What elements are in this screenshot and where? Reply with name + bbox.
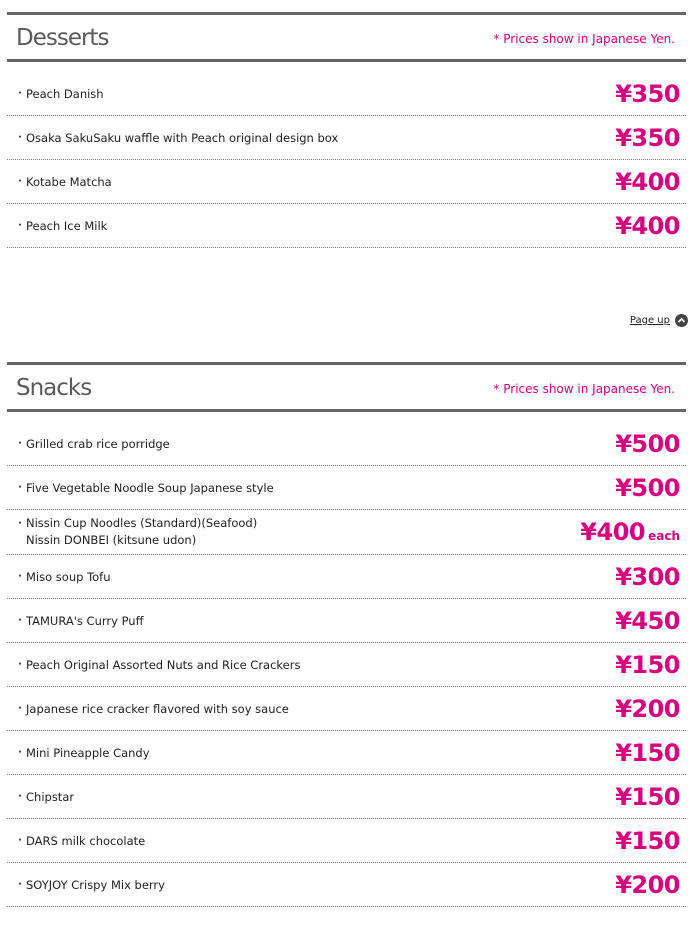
item-name: Grilled crab rice porridge bbox=[26, 437, 170, 451]
chevron-up-circle-icon bbox=[675, 314, 688, 327]
price-currency-note: * Prices show in Japanese Yen. bbox=[493, 382, 675, 396]
list-item bbox=[7, 731, 686, 775]
bullet-icon: ・ bbox=[14, 436, 27, 450]
item-name: Osaka SakuSaku waffle with Peach original design box bbox=[26, 131, 339, 145]
bullet-icon: ・ bbox=[14, 218, 27, 232]
item-price: ¥350 bbox=[615, 124, 680, 152]
snacks-section bbox=[7, 362, 686, 907]
list-item bbox=[7, 160, 686, 204]
item-price: ¥500 bbox=[615, 430, 680, 458]
item-price: ¥350 bbox=[615, 80, 680, 108]
item-price-group bbox=[580, 517, 680, 551]
page-up-label: Page up bbox=[629, 315, 670, 326]
bullet-icon: ・ bbox=[14, 480, 27, 494]
item-name: DARS milk chocolate bbox=[26, 834, 146, 848]
item-name: Five Vegetable Noodle Soup Japanese style bbox=[26, 481, 274, 495]
item-price: ¥300 bbox=[615, 563, 680, 591]
item-price: ¥150 bbox=[615, 827, 680, 855]
item-price: ¥200 bbox=[615, 871, 680, 899]
bullet-icon: ・ bbox=[14, 701, 27, 715]
item-name: Miso soup Tofu bbox=[26, 570, 111, 584]
snacks-header bbox=[7, 362, 686, 412]
bullet-icon: ・ bbox=[14, 86, 27, 100]
snacks-list bbox=[7, 422, 686, 907]
list-item bbox=[7, 599, 686, 643]
list-item bbox=[7, 466, 686, 510]
item-price: ¥450 bbox=[615, 607, 680, 635]
item-name bbox=[26, 516, 257, 547]
item-name: TAMURA's Curry Puff bbox=[26, 614, 144, 628]
list-item bbox=[7, 72, 686, 116]
item-price: ¥400 bbox=[580, 518, 646, 546]
item-name: Kotabe Matcha bbox=[26, 175, 112, 189]
item-name: Mini Pineapple Candy bbox=[26, 746, 150, 760]
item-name: Peach Original Assorted Nuts and Rice Crackers bbox=[26, 658, 301, 672]
bullet-icon: ・ bbox=[14, 789, 27, 803]
item-name: Peach Danish bbox=[26, 87, 104, 101]
snacks-title: Snacks bbox=[16, 375, 92, 401]
list-item bbox=[7, 555, 686, 599]
desserts-list bbox=[7, 72, 686, 248]
bullet-icon: ・ bbox=[14, 657, 27, 671]
list-item bbox=[7, 775, 686, 819]
desserts-section bbox=[7, 12, 686, 248]
list-item bbox=[7, 819, 686, 863]
page-up-link[interactable] bbox=[630, 314, 688, 327]
price-currency-note: * Prices show in Japanese Yen. bbox=[493, 32, 675, 46]
desserts-header bbox=[7, 12, 686, 62]
item-price: ¥150 bbox=[615, 739, 680, 767]
item-name-line1: Nissin Cup Noodles (Standard)(Seafood) bbox=[26, 516, 258, 530]
list-item bbox=[7, 687, 686, 731]
price-suffix: each bbox=[648, 529, 680, 543]
bullet-icon: ・ bbox=[14, 745, 27, 759]
bullet-icon: ・ bbox=[14, 174, 27, 188]
item-name: SOYJOY Crispy Mix berry bbox=[26, 878, 165, 892]
list-item bbox=[7, 643, 686, 687]
item-name: Chipstar bbox=[26, 790, 75, 804]
item-price: ¥200 bbox=[615, 695, 680, 723]
item-price: ¥150 bbox=[615, 651, 680, 679]
item-name: Peach Ice Milk bbox=[26, 219, 108, 233]
bullet-icon: ・ bbox=[14, 833, 27, 847]
list-item bbox=[7, 116, 686, 160]
bullet-icon: ・ bbox=[14, 569, 27, 583]
bullet-icon: ・ bbox=[14, 516, 27, 530]
bullet-icon: ・ bbox=[14, 130, 27, 144]
list-item bbox=[7, 863, 686, 907]
desserts-title: Desserts bbox=[16, 25, 109, 51]
list-item bbox=[7, 422, 686, 466]
list-item bbox=[7, 204, 686, 248]
item-price: ¥400 bbox=[615, 212, 680, 240]
item-price: ¥150 bbox=[615, 783, 680, 811]
list-item bbox=[7, 510, 686, 555]
item-name: Japanese rice cracker flavored with soy sauce bbox=[26, 702, 289, 716]
item-price: ¥500 bbox=[615, 474, 680, 502]
bullet-icon: ・ bbox=[14, 877, 27, 891]
item-name-line2: Nissin DONBEI (kitsune udon) bbox=[26, 533, 197, 547]
bullet-icon: ・ bbox=[14, 613, 27, 627]
item-price: ¥400 bbox=[615, 168, 680, 196]
